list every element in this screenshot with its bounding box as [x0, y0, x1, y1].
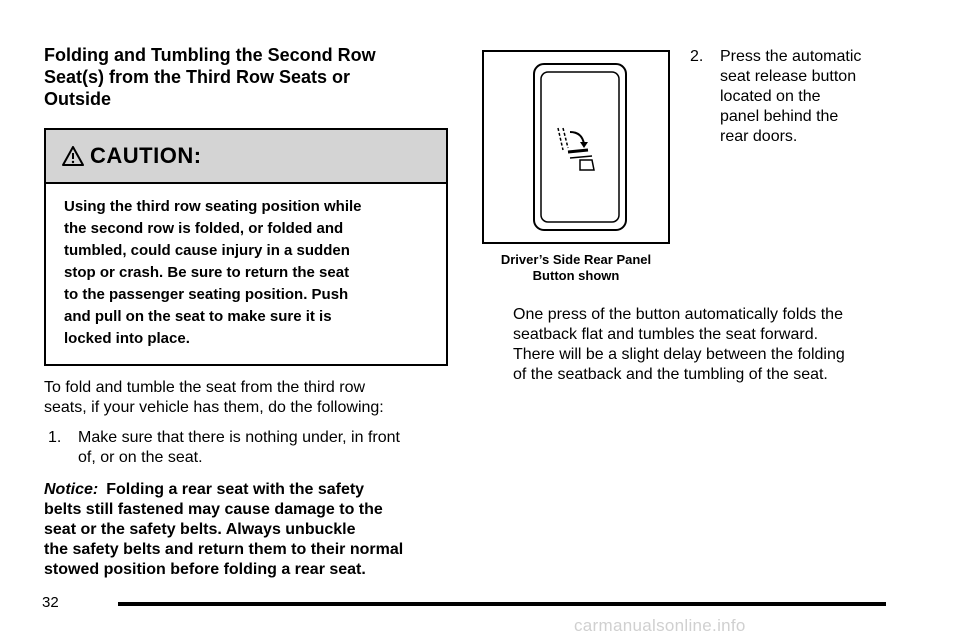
notice-label: Notice: — [44, 481, 99, 498]
notice-line: stowed position before folding a rear seat. — [44, 561, 366, 578]
caution-title: CAUTION: — [90, 143, 202, 168]
followup-line: of the seatback and the tumbling of the seat. — [513, 366, 828, 383]
page-number: 32 — [42, 594, 59, 611]
caution-triangle-icon — [62, 146, 84, 166]
followup-line: There will be a slight delay between the folding — [513, 346, 845, 363]
caution-line: and pull on the seat to make sure it is — [64, 308, 332, 325]
caption-line: Button shown — [532, 268, 620, 283]
figure-caption — [482, 252, 670, 284]
caption-line: Driver’s Side Rear Panel — [500, 252, 652, 267]
step-line: seat release button — [720, 68, 857, 85]
seat-release-button-icon — [484, 52, 668, 242]
intro-paragraph — [44, 378, 448, 418]
step-line: located on the — [720, 88, 821, 105]
followup-line: One press of the button automatically folds the — [513, 306, 843, 323]
notice-paragraph — [44, 480, 448, 580]
step-line: Make sure that there is nothing under, in front — [78, 429, 400, 446]
step-line: rear doors. — [720, 128, 798, 145]
caution-text — [46, 184, 446, 364]
caution-box — [44, 128, 448, 366]
button-illustration — [482, 50, 670, 244]
footer-rule — [118, 602, 886, 606]
step-number: 2. — [690, 48, 704, 65]
step-2 — [690, 47, 910, 147]
step-text — [720, 47, 861, 147]
notice-line: the safety belts and return them to their normal — [44, 541, 404, 558]
caution-line: locked into place. — [64, 330, 190, 347]
notice-line: seat or the safety belts. Always unbuckle — [44, 521, 356, 538]
notice-line: belts still fastened may cause damage to the — [44, 501, 383, 518]
followup-paragraph — [513, 305, 893, 385]
caution-line: tumbled, could cause injury in a sudden — [64, 242, 350, 259]
notice-line: Folding a rear seat with the safety — [106, 481, 365, 498]
left-column — [44, 44, 448, 580]
intro-line: To fold and tumble the seat from the third row — [44, 379, 366, 396]
caution-line: the second row is folded, or folded and — [64, 220, 344, 237]
section-title-line: Outside — [44, 89, 112, 109]
caution-line: to the passenger seating position. Push — [64, 286, 349, 303]
section-title-line: Seat(s) from the Third Row Seats or — [44, 67, 351, 87]
right-column — [690, 47, 910, 147]
section-title-line: Folding and Tumbling the Second Row — [44, 45, 376, 65]
caution-line: stop or crash. Be sure to return the seat — [64, 264, 350, 281]
step-line: Press the automatic — [720, 48, 862, 65]
step-line: panel behind the — [720, 108, 839, 125]
watermark: carmanualsonline.info — [574, 616, 746, 635]
section-title — [44, 44, 448, 110]
caution-line: Using the third row seating position while — [64, 198, 362, 215]
step-1 — [44, 428, 448, 468]
step-line: of, or on the seat. — [78, 449, 203, 466]
caution-header — [46, 130, 446, 184]
step-text — [78, 428, 400, 468]
intro-line: seats, if your vehicle has them, do the following: — [44, 399, 384, 416]
step-number: 1. — [48, 429, 62, 446]
followup-line: seatback flat and tumbles the seat forward. — [513, 326, 819, 343]
